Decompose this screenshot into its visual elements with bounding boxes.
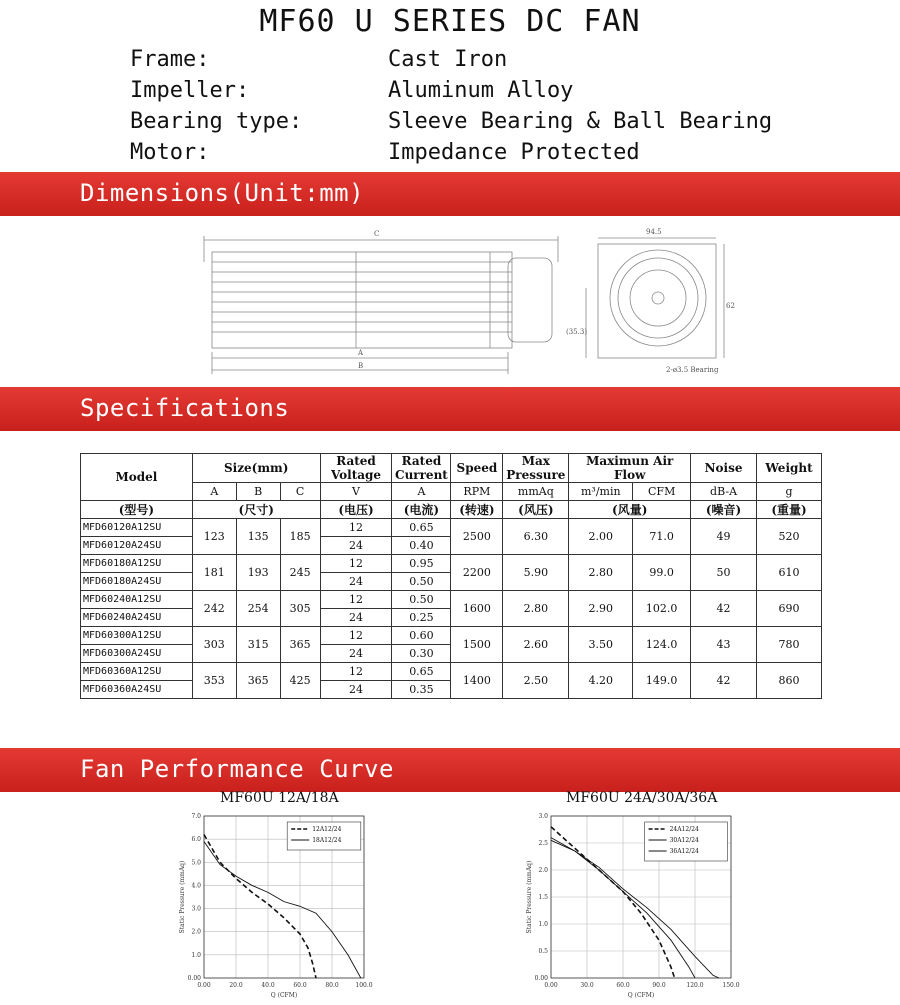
model-cell: MFD60300A12SU	[81, 627, 193, 645]
airflow-cfm-cell: 71.0	[633, 519, 691, 555]
size-a-cell: 303	[192, 627, 236, 663]
model-cell: MFD60360A24SU	[81, 681, 193, 699]
current-cell: 0.50	[392, 591, 451, 609]
performance-chart-1	[170, 808, 373, 1005]
y-tick-label: 1.0	[191, 951, 201, 959]
size-b-cell: 135	[236, 519, 280, 555]
y-tick-label: 0.00	[187, 975, 201, 982]
y-tick-label: 2.0	[538, 867, 548, 874]
y-tick-label: 0.00	[534, 975, 548, 982]
pressure-cell: 2.80	[503, 591, 569, 627]
x-tick-label: 0.00	[544, 982, 558, 989]
y-tick-label: 5.0	[191, 859, 201, 867]
voltage-cell: 12	[320, 555, 392, 573]
current-cell: 0.25	[392, 609, 451, 627]
pressure-cell: 6.30	[503, 519, 569, 555]
x-tick-label: 80.0	[325, 982, 339, 989]
speed-cell: 1600	[451, 591, 503, 627]
current-cell: 0.60	[392, 627, 451, 645]
x-tick-label: 150.0	[722, 982, 740, 989]
noise-cell: 50	[691, 555, 757, 591]
x-tick-label: 100.0	[355, 982, 373, 989]
cn-pressure: (风压)	[503, 501, 569, 519]
header-noise: Noise	[691, 454, 757, 483]
cn-model: (型号)	[81, 501, 193, 519]
header-speed: Speed	[451, 454, 503, 483]
cn-voltage: (电压)	[320, 501, 392, 519]
size-c-cell: 185	[280, 519, 320, 555]
table-row	[81, 555, 822, 573]
airflow-m3-cell: 2.90	[569, 591, 633, 627]
dim-width-label: 94.5	[646, 228, 662, 236]
voltage-cell: 12	[320, 627, 392, 645]
model-cell: MFD60300A24SU	[81, 645, 193, 663]
voltage-cell: 12	[320, 663, 392, 681]
weight-cell: 860	[756, 663, 821, 699]
dim-b-label: B	[358, 362, 364, 370]
speed-cell: 1500	[451, 627, 503, 663]
specifications-body	[81, 519, 822, 699]
speed-cell: 2500	[451, 519, 503, 555]
header-pressure: Max Pressure	[503, 454, 569, 483]
x-axis-label: Q (CFM)	[627, 992, 655, 999]
curve-heading: Fan Performance Curve	[80, 755, 394, 783]
x-axis-label: Q (CFM)	[270, 992, 298, 999]
airflow-cfm-cell: 149.0	[633, 663, 691, 699]
series-line	[204, 841, 361, 978]
chart-1-title: MF60U 12A/18A	[220, 790, 339, 806]
y-tick-label: 7.0	[191, 813, 201, 820]
current-cell: 0.35	[392, 681, 451, 699]
unit-volt: V	[320, 483, 392, 501]
y-tick-label: 6.0	[191, 836, 201, 844]
legend-label: 30A12/24	[669, 837, 699, 844]
size-a-cell: 242	[192, 591, 236, 627]
header-weight: Weight	[756, 454, 821, 483]
specifications-banner	[0, 387, 900, 431]
airflow-m3-cell: 3.50	[569, 627, 633, 663]
legend-label: 18A12/24	[312, 837, 342, 844]
current-cell: 0.40	[392, 537, 451, 555]
size-b-cell: 365	[236, 663, 280, 699]
x-tick-label: 0.00	[197, 982, 211, 989]
property-value: Aluminum Alloy	[388, 78, 574, 103]
legend-label: 24A12/24	[669, 826, 699, 833]
unit-a: A	[192, 483, 236, 501]
y-tick-label: 2.5	[538, 840, 548, 847]
voltage-cell: 12	[320, 519, 392, 537]
airflow-m3-cell: 2.00	[569, 519, 633, 555]
voltage-cell: 24	[320, 681, 392, 699]
property-row	[130, 44, 772, 75]
header-airflow: Maximun Air Flow	[569, 454, 691, 483]
legend-label: 36A12/24	[669, 848, 699, 855]
noise-cell: 43	[691, 627, 757, 663]
pressure-cell: 5.90	[503, 555, 569, 591]
property-row	[130, 137, 772, 168]
size-c-cell: 245	[280, 555, 320, 591]
unit-mmaq: mmAq	[503, 483, 569, 501]
x-tick-label: 120.0	[686, 982, 704, 989]
current-cell: 0.95	[392, 555, 451, 573]
current-cell: 0.50	[392, 573, 451, 591]
y-axis-label: Static Pressure (mmAq)	[526, 860, 533, 934]
x-tick-label: 30.0	[580, 982, 594, 989]
x-tick-label: 40.0	[261, 982, 275, 989]
voltage-cell: 24	[320, 645, 392, 663]
property-row	[130, 75, 772, 106]
speed-cell: 1400	[451, 663, 503, 699]
model-cell: MFD60120A12SU	[81, 519, 193, 537]
airflow-cfm-cell: 102.0	[633, 591, 691, 627]
weight-cell: 780	[756, 627, 821, 663]
voltage-cell: 12	[320, 591, 392, 609]
unit-g: g	[756, 483, 821, 501]
airflow-cfm-cell: 124.0	[633, 627, 691, 663]
size-b-cell: 315	[236, 627, 280, 663]
page-title: MF60 U SERIES DC FAN	[259, 4, 641, 39]
dim-bearing-label: 2-ø3.5 Bearing	[666, 366, 719, 374]
x-tick-label: 60.0	[616, 982, 630, 989]
property-value: Cast Iron	[388, 47, 508, 72]
header-voltage: Rated Voltage	[320, 454, 392, 483]
size-a-cell: 181	[192, 555, 236, 591]
dim-a-label: A	[358, 349, 364, 357]
dim-c-label: C	[374, 230, 380, 238]
unit-b: B	[236, 483, 280, 501]
airflow-m3-cell: 4.20	[569, 663, 633, 699]
property-key: Impeller:	[130, 78, 250, 103]
noise-cell: 42	[691, 663, 757, 699]
dim-height-label: 62	[726, 302, 735, 310]
dim-side-label: (35.3)	[566, 328, 588, 336]
table-row	[81, 591, 822, 609]
model-cell: MFD60120A24SU	[81, 537, 193, 555]
size-b-cell: 254	[236, 591, 280, 627]
current-cell: 0.65	[392, 519, 451, 537]
curve-banner	[0, 748, 900, 792]
unit-m3: m³/min	[569, 483, 633, 501]
property-key: Frame:	[130, 47, 210, 72]
voltage-cell: 24	[320, 573, 392, 591]
size-b-cell: 193	[236, 555, 280, 591]
y-tick-label: 0.5	[538, 948, 548, 955]
pressure-cell: 2.50	[503, 663, 569, 699]
property-key: Motor:	[130, 140, 210, 165]
size-c-cell: 425	[280, 663, 320, 699]
y-tick-label: 1.0	[538, 921, 548, 928]
model-cell: MFD60180A12SU	[81, 555, 193, 573]
size-a-cell: 353	[192, 663, 236, 699]
property-value: Sleeve Bearing & Ball Bearing	[388, 109, 773, 134]
specifications-heading: Specifications	[80, 394, 290, 422]
size-c-cell: 305	[280, 591, 320, 627]
airflow-m3-cell: 2.80	[569, 555, 633, 591]
y-tick-label: 3.0	[191, 905, 201, 913]
unit-amp: A	[392, 483, 451, 501]
performance-chart-2	[515, 808, 740, 1005]
current-cell: 0.30	[392, 645, 451, 663]
y-tick-label: 1.5	[538, 894, 548, 901]
x-tick-label: 20.0	[229, 982, 243, 989]
airflow-cfm-cell: 99.0	[633, 555, 691, 591]
unit-dba: dB-A	[691, 483, 757, 501]
property-value: Impedance Protected	[388, 140, 640, 165]
x-tick-label: 90.0	[652, 982, 666, 989]
y-axis-label: Static Pressure (mmAq)	[179, 860, 186, 934]
dimensions-heading: Dimensions(Unit:mm)	[80, 179, 365, 207]
unit-rpm: RPM	[451, 483, 503, 501]
noise-cell: 42	[691, 591, 757, 627]
weight-cell: 610	[756, 555, 821, 591]
dimension-drawing	[190, 222, 735, 382]
cn-weight: (重量)	[756, 501, 821, 519]
weight-cell: 690	[756, 591, 821, 627]
size-a-cell: 123	[192, 519, 236, 555]
y-tick-label: 4.0	[191, 882, 201, 890]
table-row	[81, 627, 822, 645]
pressure-cell: 2.60	[503, 627, 569, 663]
model-cell: MFD60240A24SU	[81, 609, 193, 627]
size-c-cell: 365	[280, 627, 320, 663]
dimensions-banner	[0, 172, 900, 216]
unit-c: C	[280, 483, 320, 501]
cn-noise: (噪音)	[691, 501, 757, 519]
unit-cfm: CFM	[633, 483, 691, 501]
cn-current: (电流)	[392, 501, 451, 519]
y-tick-label: 2.0	[191, 928, 201, 936]
cn-size: (尺寸)	[192, 501, 320, 519]
y-tick-label: 3.0	[538, 813, 548, 820]
noise-cell: 49	[691, 519, 757, 555]
cn-airflow: (风量)	[569, 501, 691, 519]
header-current: Rated Current	[392, 454, 451, 483]
model-cell: MFD60180A24SU	[81, 573, 193, 591]
voltage-cell: 24	[320, 537, 392, 555]
x-tick-label: 60.0	[293, 982, 307, 989]
model-cell: MFD60240A12SU	[81, 591, 193, 609]
header-size: Size(mm)	[192, 454, 320, 483]
model-cell: MFD60360A12SU	[81, 663, 193, 681]
table-row	[81, 663, 822, 681]
legend-label: 12A12/24	[312, 826, 342, 833]
weight-cell: 520	[756, 519, 821, 555]
chart-2-title: MF60U 24A/30A/36A	[566, 790, 718, 806]
property-row	[130, 106, 772, 137]
properties-list	[130, 44, 772, 168]
table-row	[81, 519, 822, 537]
specifications-table	[80, 453, 822, 699]
speed-cell: 2200	[451, 555, 503, 591]
voltage-cell: 24	[320, 609, 392, 627]
current-cell: 0.65	[392, 663, 451, 681]
header-model: Model	[81, 454, 193, 501]
property-key: Bearing type:	[130, 109, 303, 134]
cn-speed: (转速)	[451, 501, 503, 519]
